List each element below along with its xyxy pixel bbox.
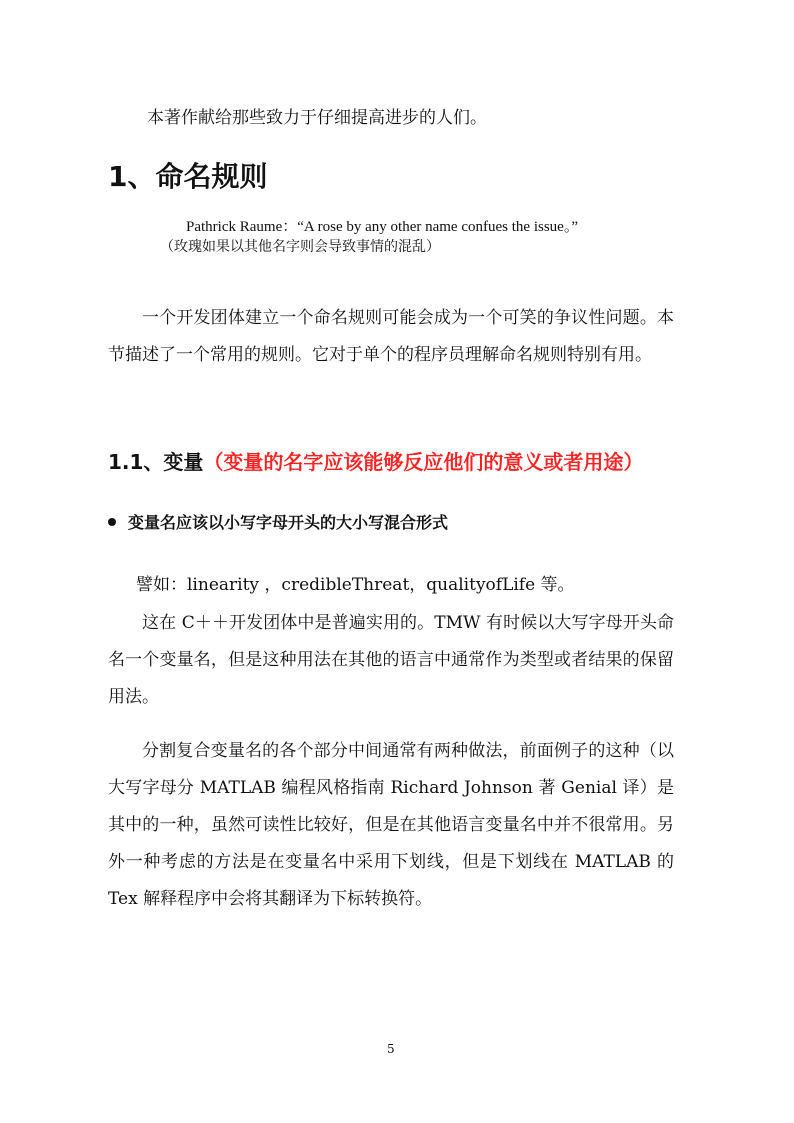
page-number: 5 <box>387 1042 395 1056</box>
dedication-line: 本著作献给那些致力于仔细提高进步的人们。 <box>147 108 487 128</box>
body-paragraph-cpp-usage: 这在 C＋＋开发团体中是普遍实用的。TMW 有时候以大写字母开头命名一个变量名，但是这种用法在其他的语言中通常作为类型或者结果的保留用法。 <box>108 613 674 707</box>
bullet-item-variable-naming <box>108 510 448 533</box>
subsection-heading-note: （变量的名字应该能够反应他们的意义或者用途） <box>203 450 644 474</box>
epigraph-english: Pathrick Raume：“A rose by any other name confues the issue。” <box>186 219 578 235</box>
body-paragraph-compound-names: 分割复合变量名的各个部分中间通常有两种做法，前面例子的这种（以大写字母分 MATLAB 编程风格指南 Richard Johnson 著 Genial 译）是其中的一种，虽然可读性比较好，但是在其他语言变量名中并不很常用。另外一种考虑的方法是在变量名中采用下划线，但是下划线在 MATLAB 的 Tex 解释程序中会将其翻译为下标转换符。 <box>108 741 674 909</box>
intro-paragraph: 一个开发团体建立一个命名规则可能会成为一个可笑的争议性问题。本节描述了一个常用的规则。它对于单个的程序员理解命名规则特别有用。 <box>108 308 674 365</box>
epigraph-chinese: （玫瑰如果以其他名字则会导致事情的混乱） <box>160 239 440 255</box>
section-heading-naming-rules: 1、命名规则 <box>108 160 268 193</box>
bullet-text: 变量名应该以小写字母开头的大小写混合形式 <box>128 513 449 532</box>
bullet-icon <box>108 518 116 526</box>
subsection-heading-variables <box>108 446 643 475</box>
example-line: 譬如：linearity ，credibleThreat，qualityofLife 等。 <box>136 575 575 595</box>
subsection-heading-main: 1.1、变量 <box>108 450 204 474</box>
